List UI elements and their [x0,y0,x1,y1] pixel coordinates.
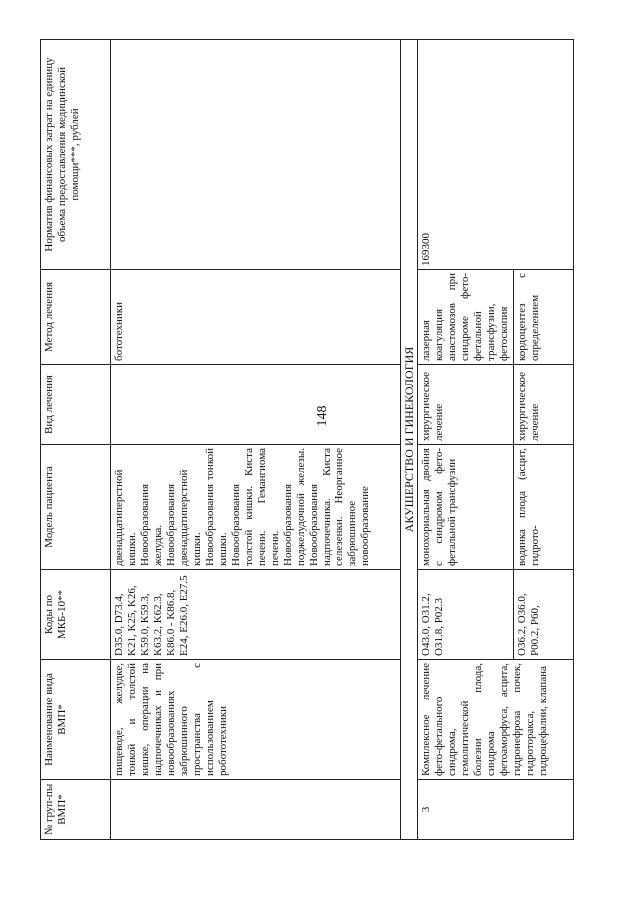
header-codes: Коды по МКБ-10** [41,570,111,660]
header-type: Вид лечения [41,365,111,445]
header-norm: Норматив финансовых затрат на единицу объема предоставления медицинской помощи***, рублей [41,40,111,270]
cell-codes: O43.0, O31.2, O31.8, P02.3 [418,570,514,660]
section-title: АКУШЕРСТВО И ГИНЕКОЛОГИЯ [401,40,418,840]
header-model: Модель пациента [41,445,111,570]
header-name: Наименование вида ВМП* [41,660,111,780]
cell-method: лазерная коагуляция анастомозов при синдроме фето-фетальной трансфузии, фетоскопия [418,270,514,365]
cell-group [111,780,401,840]
cell-type [111,365,401,445]
table-row [418,40,514,840]
vmp-table [40,39,574,840]
cell-method: бототехники [111,270,401,365]
cell-name: пищеводе, желудке, тонкой и толстой кишке, операции на надпочечниках и при новообразованиях забрюшинного пространства с использованием робототехники [111,660,401,780]
header-method: Метод лечения [41,270,111,365]
cell-model: двенадцатиперстной кишки. Новообразования желудка. Новообразования двенадцатиперстной кишки. Новообразования тонкой кишки. Новообразования толстой кишки. Киста печени. Гемангиома печени. Новообразования поджелудочной железы. Новообразования надпочечника. Киста селезенки. Неорганное забрюшинное новообразование [111,445,401,570]
rotated-table-wrapper [40,40,590,840]
cell-norm: 169300 [418,40,574,270]
cell-model: монохориальная двойня с синдромом фето-фетальной трансфузии [418,445,514,570]
cell-type: хирургическое лечение [513,365,573,445]
cell-group: 3 [418,780,574,840]
table-header-row [41,40,111,840]
cell-norm [111,40,401,270]
cell-name: Комплексное лечение фето-фетального синдрома, гемолитической болезни плода, синдрома фетоаморфуса, асцита, гидронефроза почек, гидроторакса, гидроцефалии, клапана [418,660,574,780]
cell-codes: D35.0, D73.4, K21, K25, K26, K59.0, K59.3, K63.2, K62.3, K86.0 - K86.8, E24, E26.0, E27.5 [111,570,401,660]
table-row [111,40,401,840]
page-number: 148 [315,405,330,427]
section-row [401,40,418,840]
cell-model: водянка плода (асцит, гидрото- [513,445,573,570]
cell-codes: O36.2, O36.0, P00.2, P60, [513,570,573,660]
cell-type: хирургическое лечение [418,365,514,445]
header-group-no: № груп-пы ВМП* [41,780,111,840]
document-sheet [40,40,590,840]
cell-method: кордоцентез с определением [513,270,573,365]
